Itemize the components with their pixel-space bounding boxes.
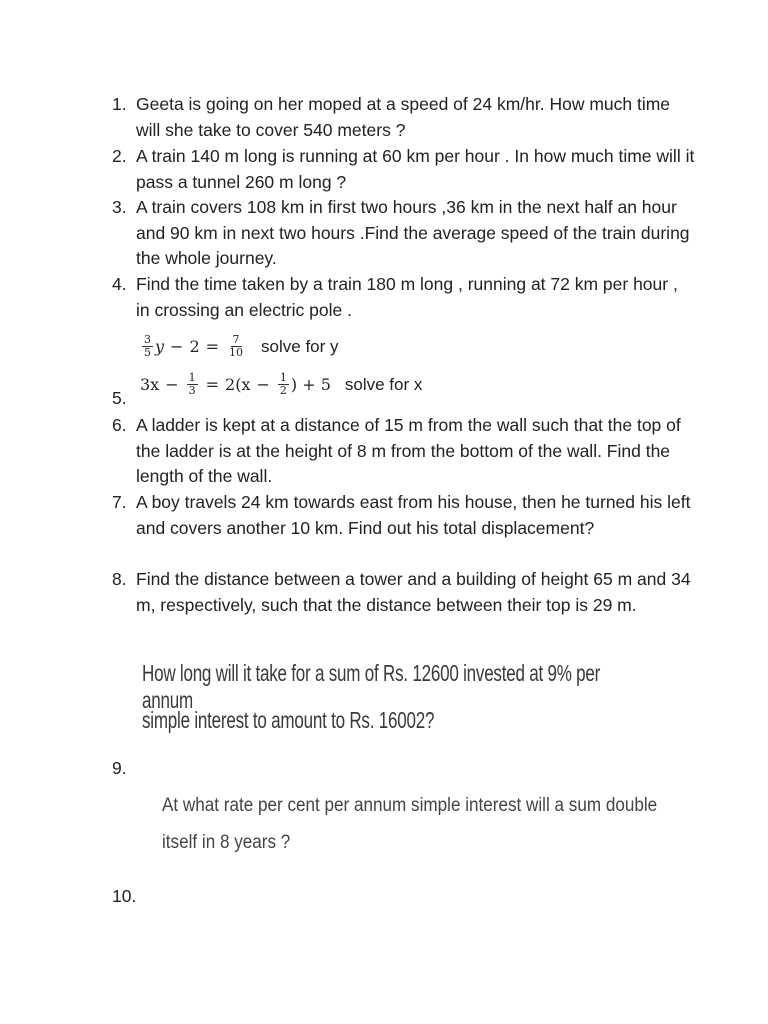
operator: − [165, 375, 179, 394]
question-10-number: 10. [112, 886, 137, 906]
question-text: A boy travels 24 km towards east from his house, then he turned his left and covers another 10 km. Find out his total displacement? [136, 492, 691, 538]
denominator: 3 [188, 384, 196, 397]
term: 3x [140, 375, 160, 394]
question-number: 6. [112, 415, 127, 435]
equation-2 [140, 372, 422, 397]
numerator: 3 [144, 333, 151, 346]
denominator: 5 [144, 346, 151, 359]
denominator: 10 [229, 346, 244, 359]
instruction: solve for y [261, 336, 339, 356]
fraction [278, 372, 289, 397]
constant: 2 [189, 337, 200, 356]
question-10-line-2: itself in 8 years ? [162, 832, 291, 853]
numerator: 1 [279, 371, 287, 384]
question-number: 4. [112, 274, 127, 294]
question-text: A train 140 m long is running at 60 km per hour . In how much time will it pass a tunnel 260 m long ? [136, 146, 695, 192]
question-number: 2. [112, 146, 127, 166]
fraction [187, 372, 198, 397]
question-text: Find the time taken by a train 180 m long , running at 72 km per hour , in crossing an electric pole . [136, 274, 678, 320]
numerator: 7 [232, 333, 240, 346]
question-text: A ladder is kept at a distance of 15 m from the wall such that the top of the ladder is at the height of 8 m from the bottom of the wall. Find the length of the wall. [136, 415, 681, 486]
fraction [227, 334, 245, 359]
fraction [142, 334, 153, 359]
question-text: Find the distance between a tower and a building of height 65 m and 34 m, respectively, such that the distance between their top is 29 m. [136, 569, 691, 615]
question-text: A train covers 108 km in first two hours ,36 km in the next half an hour and 90 km in next two hours .Find the average speed of the train during the whole journey. [136, 197, 690, 268]
question-number: 7. [112, 492, 127, 512]
instruction: solve for x [344, 374, 423, 394]
term: ) + 5 [290, 375, 331, 394]
operator: − [170, 337, 184, 356]
question-9-line-2: simple interest to amount to Rs. 16002? [142, 707, 435, 733]
term: 2(x [225, 375, 251, 394]
question-number: 3. [112, 197, 127, 217]
numerator: 1 [188, 371, 196, 384]
question-9-line-1: How long will it take for a sum of Rs. 12600 invested at 9% per annum [142, 660, 601, 713]
equation-1 [140, 334, 339, 359]
variable: y [155, 337, 165, 356]
question-text: Geeta is going on her moped at a speed of 24 km/hr. How much time will she take to cover 540 meters ? [136, 94, 671, 140]
denominator: 2 [279, 384, 287, 397]
question-9-number: 9. [112, 758, 127, 778]
equals-sign: = [205, 337, 220, 356]
question-number: 1. [112, 94, 127, 114]
question-10-line-1: At what rate per cent per annum simple interest will a sum double [162, 795, 658, 816]
question-number: 8. [112, 569, 127, 589]
equals-sign: = [205, 375, 220, 394]
operator: − [256, 375, 270, 394]
question-5-number: 5. [112, 388, 127, 408]
